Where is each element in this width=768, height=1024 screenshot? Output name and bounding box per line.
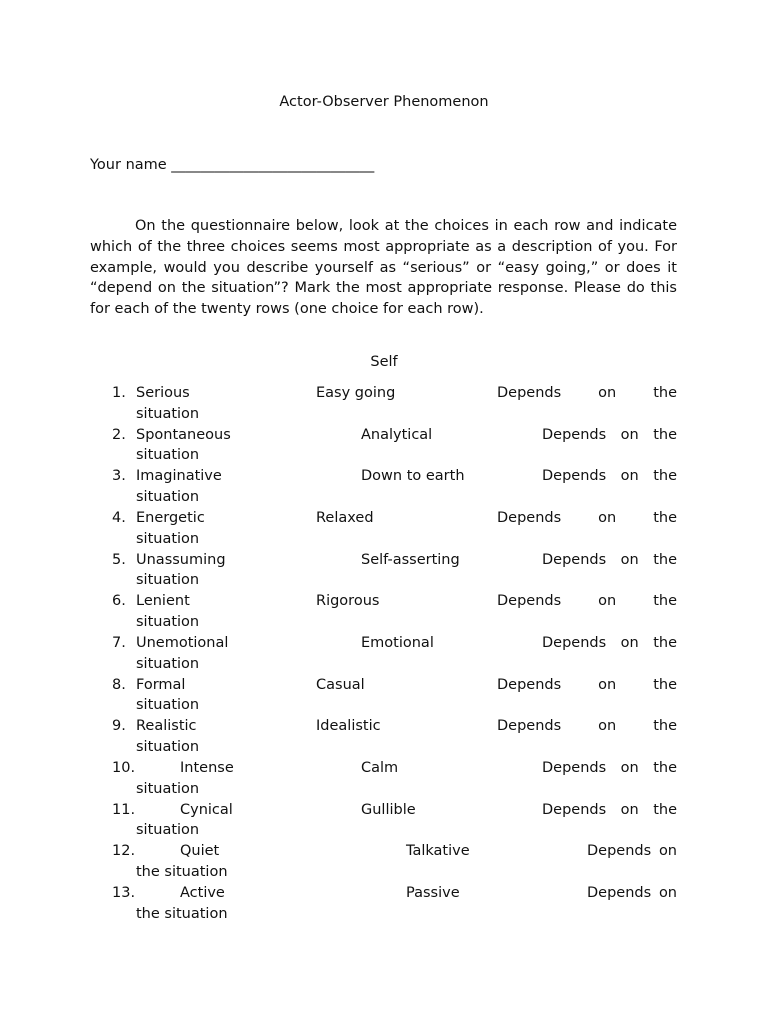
- choice-c-word: Depends: [542, 634, 607, 651]
- choice-c-continuation: situation: [136, 405, 200, 422]
- choice-c-word: the: [653, 593, 677, 610]
- choice-c-word: the: [653, 385, 677, 401]
- choice-c-word: Depends: [497, 593, 562, 610]
- choice-c: [542, 466, 677, 487]
- choice-c: [497, 675, 677, 696]
- choice-c-word: the: [653, 509, 677, 526]
- choice-c-word: Depends: [497, 385, 562, 401]
- choice-c-word: the: [653, 801, 677, 818]
- choice-c-word: on: [620, 801, 639, 818]
- questionnaire-row: [0, 675, 768, 717]
- choice-a: Spontaneous: [136, 426, 231, 443]
- choice-c-word: Depends: [587, 884, 652, 901]
- choice-b: Gullible: [361, 801, 416, 818]
- choice-c-continuation: situation: [136, 655, 200, 672]
- questionnaire-row: [0, 425, 768, 467]
- choice-a: Imaginative: [136, 468, 222, 485]
- row-number: 9.: [112, 718, 126, 735]
- choice-c-continuation: the situation: [136, 864, 228, 881]
- choice-c-word: the: [653, 634, 677, 651]
- choice-c-word: on: [620, 634, 639, 651]
- choice-c-continuation: the situation: [136, 905, 228, 922]
- choice-c-word: on: [598, 593, 617, 610]
- choice-c: [497, 716, 677, 737]
- choice-b: Relaxed: [316, 509, 374, 526]
- choice-c-word: Depends: [497, 676, 562, 693]
- choice-b: Idealistic: [316, 718, 381, 735]
- row-number: 11.: [112, 801, 136, 818]
- choice-c-word: on: [598, 385, 617, 401]
- choice-b: Casual: [316, 676, 365, 693]
- questionnaire-row: [0, 591, 768, 633]
- choice-c-word: the: [653, 759, 677, 776]
- section-title: Self: [370, 354, 398, 370]
- name-label: Your name: [90, 157, 167, 173]
- choice-c-word: on: [658, 884, 677, 901]
- choice-c: [497, 383, 677, 404]
- choice-c-word: Depends: [497, 509, 562, 526]
- instructions-paragraph: On the questionnaire below, look at the choices in each row and indicate which of the three choices seems most appropriate as a description of you. For example, would you describe yourself as “serious” or “easy going,” or does it “depend on the situation”? Mark the most appropriate response. Please do this for each of the twenty rows (one choice for each row).: [90, 218, 677, 318]
- questionnaire-row: [0, 883, 768, 925]
- row-number: 5.: [112, 551, 126, 568]
- choice-b: Down to earth: [361, 468, 465, 485]
- choice-c-continuation: situation: [136, 697, 200, 714]
- choice-c-word: on: [620, 759, 639, 776]
- choice-b: Rigorous: [316, 593, 380, 610]
- questionnaire-row: [0, 800, 768, 842]
- choice-c-word: Depends: [587, 843, 652, 860]
- choice-c-word: Depends: [542, 468, 607, 485]
- questionnaire-row: [0, 466, 768, 508]
- questionnaire-row: [0, 508, 768, 550]
- choice-b: Calm: [361, 759, 399, 776]
- questionnaire-row: [0, 383, 768, 425]
- choice-b: Analytical: [361, 426, 433, 443]
- choice-c-word: Depends: [542, 801, 607, 818]
- choice-b: Self-asserting: [361, 551, 460, 568]
- choice-c-continuation: situation: [136, 447, 200, 464]
- choice-a: Active: [180, 884, 225, 901]
- choice-c-continuation: situation: [136, 572, 200, 589]
- choice-c-word: Depends: [542, 551, 607, 568]
- choice-a: Energetic: [136, 509, 205, 526]
- row-number: 3.: [112, 468, 126, 485]
- questionnaire-row: [0, 841, 768, 883]
- choice-a: Quiet: [180, 843, 220, 860]
- choice-c-word: on: [658, 843, 677, 860]
- choice-c-word: the: [653, 426, 677, 443]
- row-number: 12.: [112, 843, 136, 860]
- choice-c-word: on: [620, 426, 639, 443]
- questionnaire-row: [0, 550, 768, 592]
- choice-c: [542, 425, 677, 446]
- choice-b: Easy going: [316, 385, 396, 401]
- choice-c-continuation: situation: [136, 780, 200, 797]
- choice-c-continuation: situation: [136, 530, 200, 547]
- document-title: Actor-Observer Phenomenon: [279, 94, 489, 110]
- choice-c-word: Depends: [497, 718, 562, 735]
- row-number: 6.: [112, 593, 126, 610]
- choice-a: Serious: [136, 385, 190, 401]
- choice-a: Realistic: [136, 718, 197, 735]
- choice-c-word: on: [598, 676, 617, 693]
- questionnaire-row: [0, 716, 768, 758]
- row-number: 8.: [112, 676, 126, 693]
- choice-c-continuation: situation: [136, 614, 200, 631]
- row-number: 4.: [112, 509, 126, 526]
- choice-b: Passive: [406, 884, 460, 901]
- choice-a: Intense: [180, 759, 234, 776]
- row-number: 13.: [112, 884, 136, 901]
- choice-a: Formal: [136, 676, 186, 693]
- choice-c-word: on: [598, 509, 617, 526]
- choice-a: Lenient: [136, 593, 190, 610]
- choice-c-continuation: situation: [136, 739, 200, 756]
- choice-c-word: the: [653, 718, 677, 735]
- choice-c-word: the: [653, 468, 677, 485]
- choice-b: Emotional: [361, 634, 434, 651]
- choice-c: [587, 883, 677, 904]
- choice-c: [542, 633, 677, 654]
- questionnaire-row: [0, 633, 768, 675]
- choice-a: Unemotional: [136, 634, 229, 651]
- choice-c: [542, 800, 677, 821]
- row-number: 2.: [112, 426, 126, 443]
- choice-c: [542, 758, 677, 779]
- questionnaire-list: [0, 383, 768, 925]
- choice-c-word: Depends: [542, 426, 607, 443]
- choice-a: Unassuming: [136, 551, 226, 568]
- questionnaire-row: [0, 758, 768, 800]
- row-number: 7.: [112, 634, 126, 651]
- choice-c-continuation: situation: [136, 489, 200, 506]
- choice-c-word: the: [653, 676, 677, 693]
- choice-c: [497, 591, 677, 612]
- name-field: [90, 155, 374, 175]
- choice-c: [497, 508, 677, 529]
- choice-c-word: on: [620, 468, 639, 485]
- choice-c-word: the: [653, 551, 677, 568]
- choice-c-word: on: [620, 551, 639, 568]
- choice-c-continuation: situation: [136, 822, 200, 839]
- choice-c: [542, 550, 677, 571]
- choice-c-word: on: [598, 718, 617, 735]
- row-number: 10.: [112, 759, 136, 776]
- choice-b: Talkative: [406, 843, 470, 860]
- choice-a: Cynical: [180, 801, 233, 818]
- choice-c: [587, 841, 677, 862]
- name-blank: ____________________________: [171, 157, 375, 173]
- row-number: 1.: [112, 385, 126, 401]
- choice-c-word: Depends: [542, 759, 607, 776]
